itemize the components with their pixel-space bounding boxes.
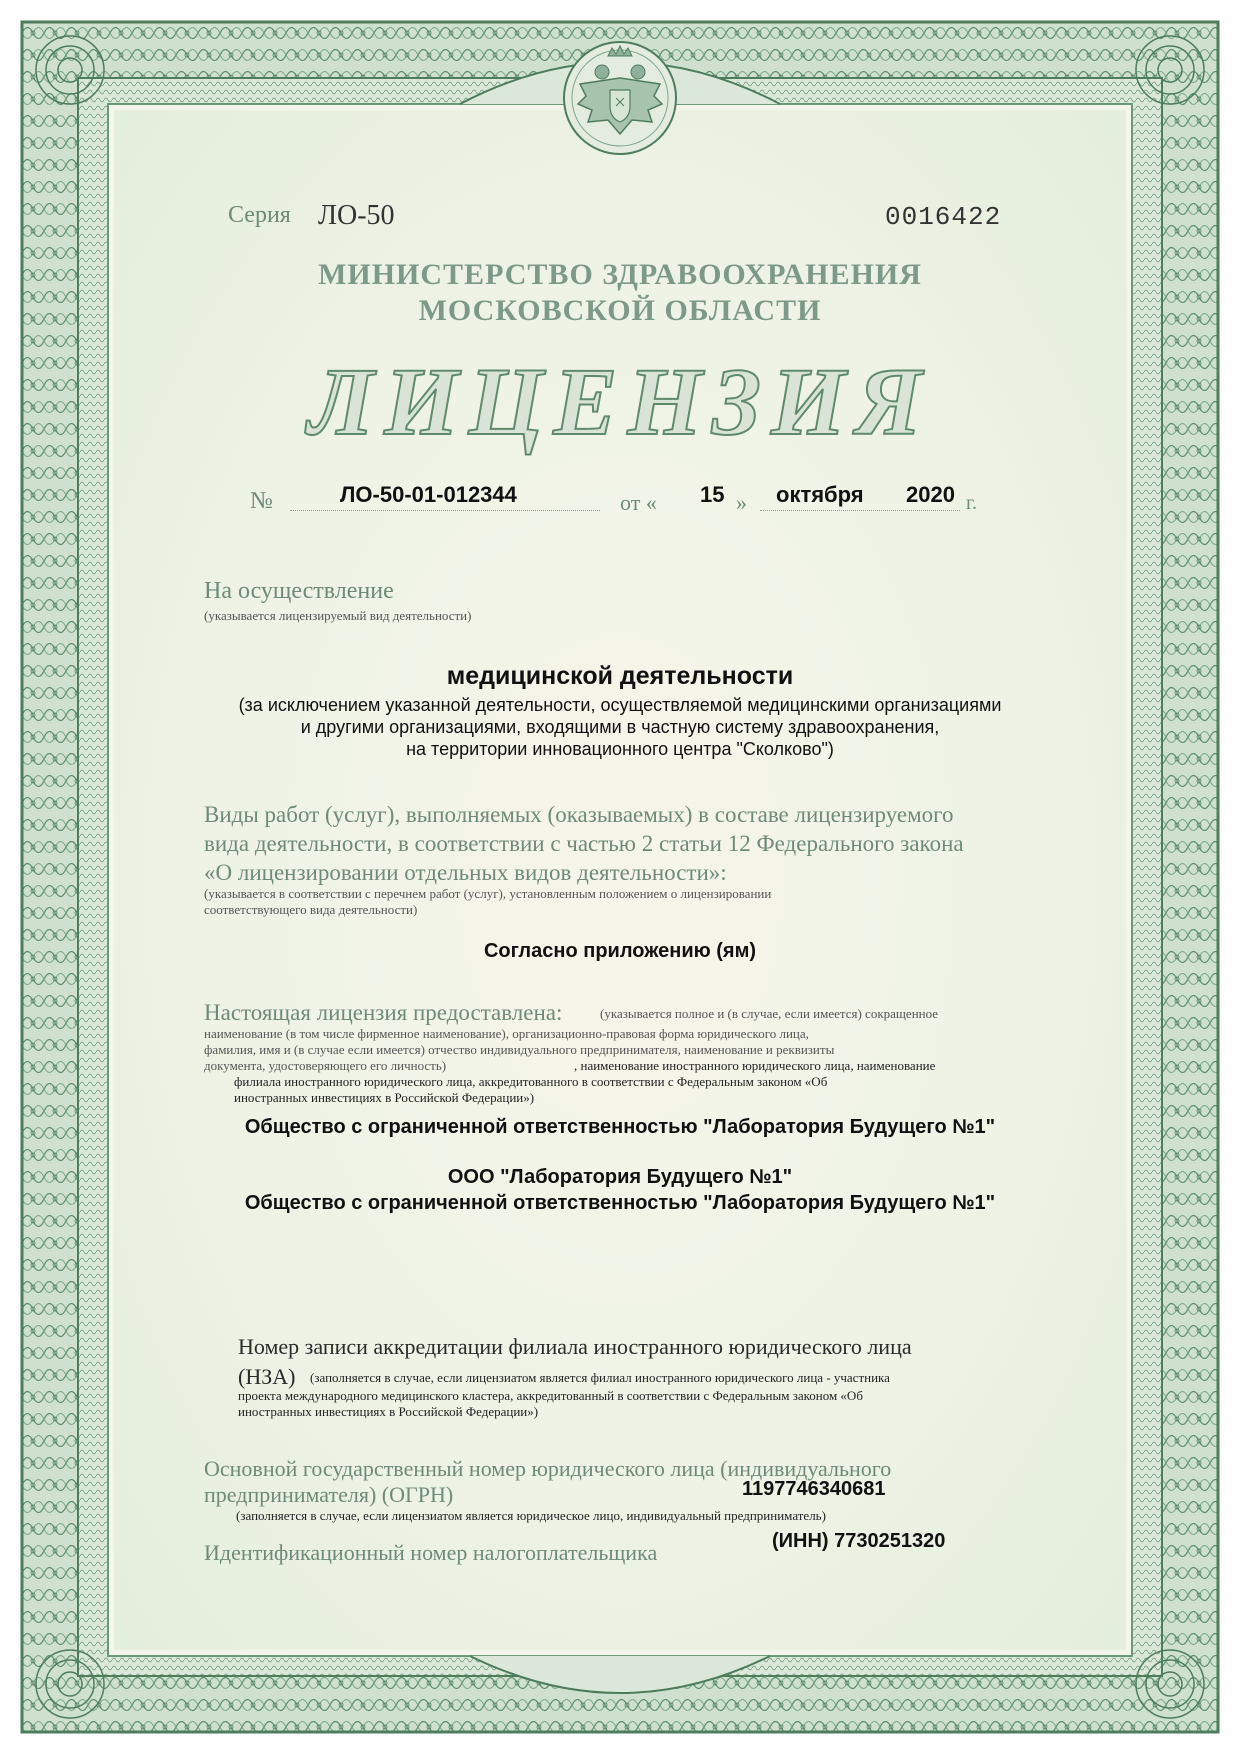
works-hint-line: соответствующего вида деятельности) [204,902,418,917]
activity-hint: (указывается лицензируемый вид деятельности) [204,608,472,623]
licensee-brand-name: Общество с ограниченной ответственностью "Лаборатория Будущего №1" [244,1192,996,1214]
works-value: Согласно приложению (ям) [483,940,757,962]
series-value: ЛО-50 [318,200,395,231]
nza-hint-line: проекта международного медицинского кластера, аккредитованный в соответствии с Федеральным законом «Об [238,1388,863,1403]
works-label-line: «О лицензировании отдельных видов деятельности»: [204,860,727,885]
license-number-label: № [250,488,273,514]
activity-note-line: на территории инновационного центра "Сколково") [406,739,834,759]
ogrn-hint: (заполняется в случае, если лицензиатом является юридическое лицо, индивидуальный предприниматель) [236,1508,826,1523]
ministry-line2: МОСКОВСКОЙ ОБЛАСТИ [418,294,822,327]
coat-of-arms-icon [558,38,682,158]
document-title: ЛИЦЕНЗИЯ [308,348,932,455]
works-label [204,800,1044,887]
year-suffix: г. [966,492,977,514]
licensee-hint2-line: филиала иностранного юридического лица, аккредитованного в соответствии с Федеральным законом «Об [234,1074,828,1089]
licensee-full-name: Общество с ограниченной ответственностью "Лаборатория Будущего №1" [244,1116,996,1138]
inn-value: (ИНН) 7730251320 [772,1530,946,1552]
inn-label: Идентификационный номер налогоплательщика [204,1540,658,1565]
nza-label-prefix: (НЗА) [238,1364,296,1389]
ministry-line1: МИНИСТЕРСТВО ЗДРАВООХРАНЕНИЯ [318,258,922,291]
works-label-line: Виды работ (услуг), выполняемых (оказываемых) в составе лицензируемого [204,802,954,827]
activity-note [170,694,1070,760]
works-hint [204,886,1044,918]
activity-label: На осуществление [204,578,394,604]
licensee-label: Настоящая лицензия предоставлена: [204,1000,563,1025]
license-number-underline [290,510,600,511]
licensee-hint2-line: иностранных инвестициях в Российской Федерации») [234,1090,535,1105]
license-month-underline [760,510,960,511]
nza-hint-line: иностранных инвестициях в Российской Федерации») [238,1404,539,1419]
licensee-hint-line: документа, удостоверяющего его личность) [204,1058,447,1073]
license-day: 15 [700,482,725,507]
nza-label-line1: Номер записи аккредитации филиала иностранного юридического лица [238,1334,912,1359]
series-label: Серия [228,202,291,228]
licensee-short-name: ООО "Лаборатория Будущего №1" [447,1166,793,1188]
blank-number: 0016422 [885,202,1002,232]
date-from-label: от « [620,490,657,515]
works-hint-line: (указывается в соответствии с перечнем работ (услуг), установленным положением о лицензировании [204,886,772,901]
ogrn-label-line1: Основной государственный номер юридического лица (индивидуального [204,1456,892,1481]
ogrn-label-line2: предпринимателя) (ОГРН) [204,1482,454,1507]
activity-value: медицинской деятельности [446,662,794,690]
nza-hint-first: (заполняется в случае, если лицензиатом является филиал иностранного юридического лица - участника [310,1370,890,1385]
activity-note-line: (за исключением указанной деятельности, осуществляемой медицинскими организациями [238,695,1002,715]
date-close-quote: » [736,490,747,515]
licensee-hint-first: (указывается полное и (в случае, если имеется) сокращенное [600,1006,939,1021]
license-month: октября [776,482,864,507]
license-number: ЛО-50-01-012344 [340,482,517,507]
license-year: 2020 [906,482,955,507]
licensee-hint-line: фамилия, имя и (в случае если имеется) отчество индивидуального предпринимателя, наименование и реквизиты [204,1042,835,1057]
activity-note-line: и другими организациями, входящими в частную систему здравоохранения, [300,717,940,737]
works-label-line: вида деятельности, в соответствии с частью 2 статьи 12 Федерального закона [204,831,964,856]
licensee-hint-line: наименование (в том числе фирменное наименование), организационно-правовая форма юридического лица, [204,1026,809,1041]
nza-hint [238,1388,1018,1420]
licensee-hint2 [204,1058,1044,1106]
licensee-hint2-line: , наименование иностранного юридического лица, наименование [574,1058,936,1073]
ogrn-value: 1197746340681 [742,1478,886,1500]
